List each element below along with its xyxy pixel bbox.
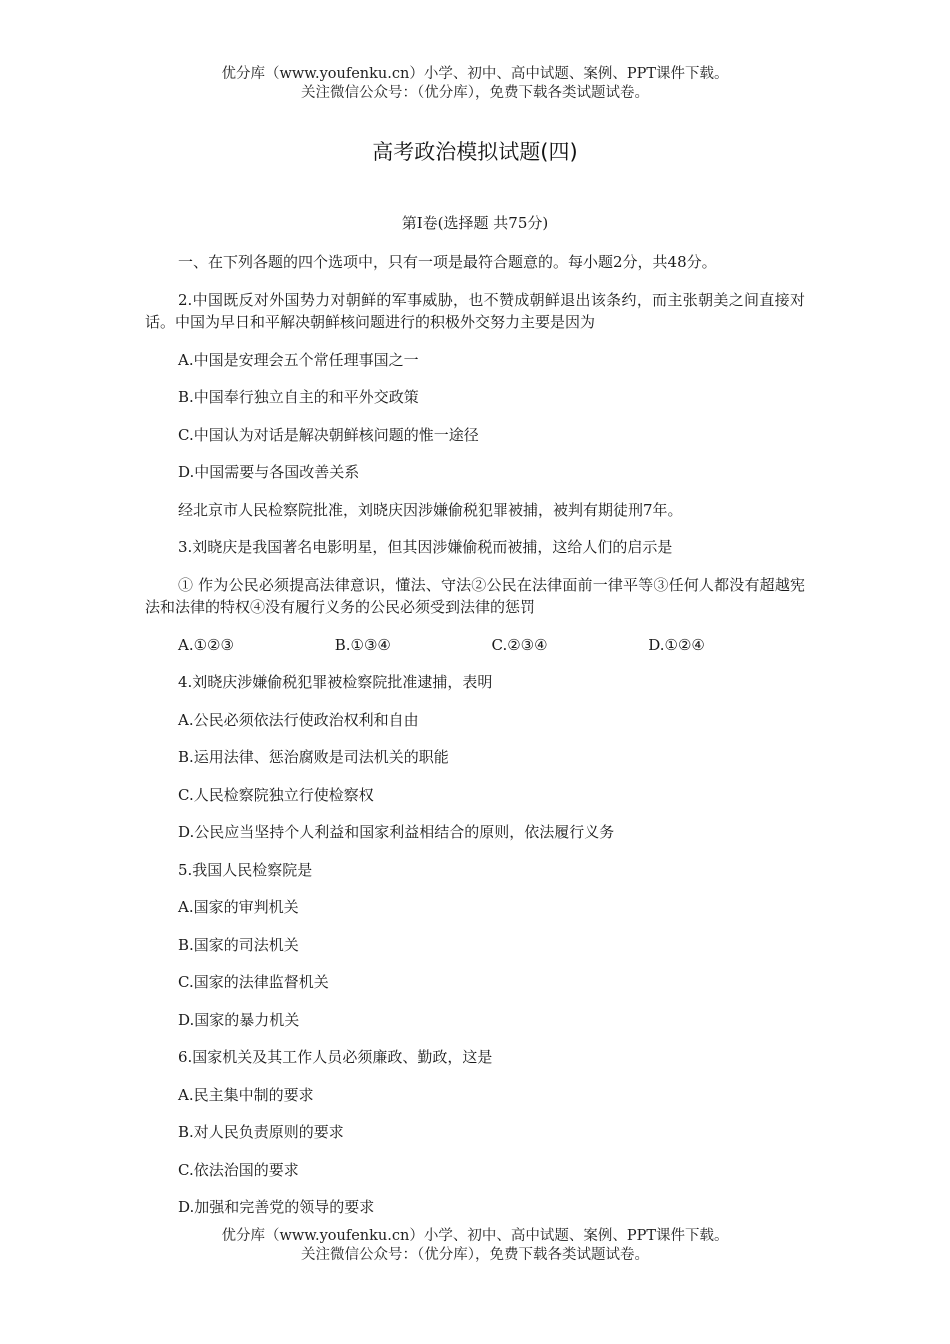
question-6-option-b: B.对人民负责原则的要求	[178, 1123, 344, 1141]
footer-line-2: 关注微信公众号：（优分库），免费下载各类试题试卷。	[301, 1247, 649, 1263]
page-footer	[0, 1227, 950, 1265]
question-4-option-c: C.人民检察院独立行使检察权	[178, 785, 374, 804]
question-4-option-d: D.公民应当坚持个人利益和国家利益相结合的原则，依法履行义务	[178, 823, 615, 841]
question-3-option-b: B.①③④	[334, 635, 391, 654]
footer-line-1: 优分库（www.youfenku.cn）小学、初中、高中试题、案例、PPT课件下载。	[221, 1228, 729, 1244]
question-5-stem: 5.我国人民检察院是	[178, 860, 313, 879]
question-3-statements: ① 作为公民必须提高法律意识，懂法、守法②公民在法律面前一律平等③任何人都没有超越宪法和法律的特权④没有履行义务的公民必须受到法律的惩罚	[145, 575, 805, 616]
instruction: 一、在下列各题的四个选项中，只有一项是最符合题意的。每小题2分，共48分。	[178, 253, 717, 271]
page-header	[0, 65, 950, 103]
question-5-option-c: C.国家的法律监督机关	[178, 973, 329, 991]
material-text: 经北京市人民检察院批准，刘晓庆因涉嫌偷税犯罪被捕，被判有期徒刑7年。	[178, 500, 683, 519]
question-3-option-c: C.②③④	[491, 635, 548, 654]
question-4-stem: 4.刘晓庆涉嫌偷税犯罪被检察院批准逮捕，表明	[178, 673, 493, 691]
question-2-option-b: B.中国奉行独立自主的和平外交政策	[178, 388, 419, 406]
header-line-1: 优分库（www.youfenku.cn）小学、初中、高中试题、案例、PPT课件下载。	[221, 66, 729, 82]
question-4-option-b: B.运用法律、惩治腐败是司法机关的职能	[178, 748, 449, 766]
question-6-option-c: C.依法治国的要求	[178, 1160, 299, 1179]
question-3-options	[178, 634, 805, 656]
section-heading: 第Ⅰ卷(选择题 共75分)	[401, 214, 549, 232]
question-3-stem: 3.刘晓庆是我国著名电影明星，但其因涉嫌偷税而被捕，这给人们的启示是	[178, 538, 673, 556]
question-6-option-d: D.加强和完善党的领导的要求	[178, 1198, 375, 1216]
question-3-option-a: A.①②③	[178, 635, 234, 654]
question-2-option-a: A.中国是安理会五个常任理事国之一	[178, 350, 419, 369]
header-line-2: 关注微信公众号：（优分库），免费下载各类试题试卷。	[301, 85, 649, 101]
question-5-option-d: D.国家的暴力机关	[178, 1010, 300, 1029]
question-3-option-d: D.①②④	[648, 635, 705, 654]
question-6-option-a: A.民主集中制的要求	[178, 1085, 314, 1104]
exam-content	[145, 251, 805, 1234]
question-2-option-d: D.中国需要与各国改善关系	[178, 463, 360, 481]
question-6-stem: 6.国家机关及其工作人员必须廉政、勤政，这是	[178, 1048, 493, 1066]
question-2-stem: 2.中国既反对外国势力对朝鲜的军事威胁，也不赞成朝鲜退出该条约，而主张朝美之间直接对话。中国为早日和平解决朝鲜核问题进行的积极外交努力主要是因为	[145, 290, 805, 331]
question-4-option-a: A.公民必须依法行使政治权利和自由	[178, 710, 419, 729]
question-5-option-a: A.国家的审判机关	[178, 898, 299, 916]
question-2-option-c: C.中国认为对话是解决朝鲜核问题的惟一途径	[178, 425, 479, 444]
question-5-option-b: B.国家的司法机关	[178, 935, 299, 954]
page-title: 高考政治模拟试题(四)	[372, 140, 578, 164]
